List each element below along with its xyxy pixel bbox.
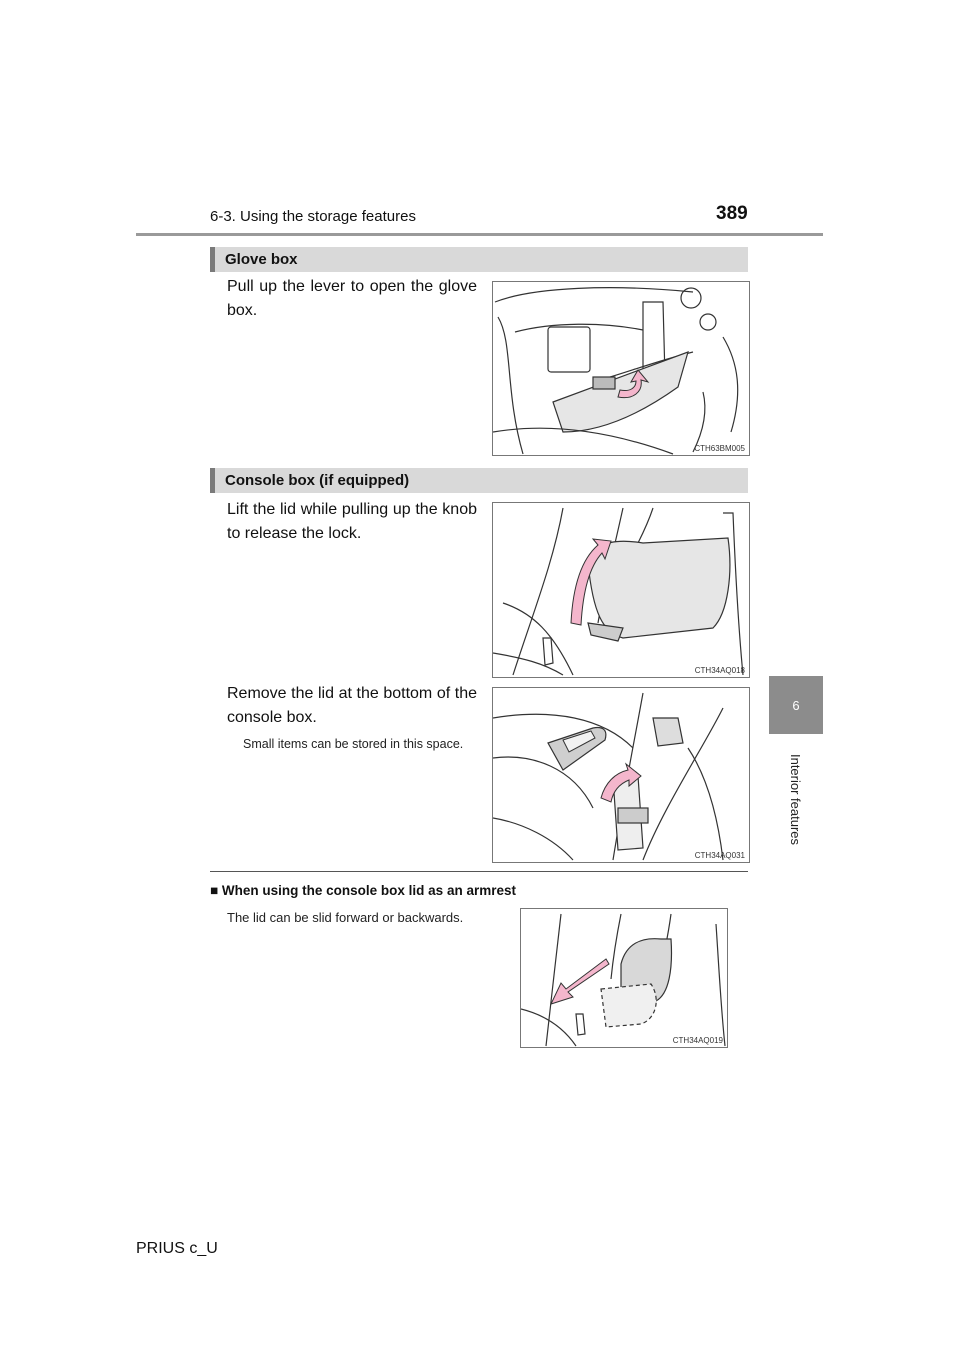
page-header — [0, 203, 960, 233]
armrest-slide-illustration — [520, 908, 728, 1048]
glove-box-instruction: Pull up the lever to open the glove box. — [227, 278, 477, 319]
armrest-heading-text: When using the console box lid as an armrest — [221, 883, 516, 898]
page-number: 389 — [716, 203, 748, 224]
note-marker: ■ — [210, 883, 219, 898]
console-step2-note: Small items can be stored in this space. — [243, 737, 464, 751]
glove-box-title: Glove box — [225, 251, 298, 268]
console-remove-image-code: CTH34AQ031 — [694, 851, 745, 860]
glove-box-illustration — [492, 281, 750, 456]
console-remove-illustration — [492, 687, 750, 863]
glove-box-image-code: CTH63BM005 — [694, 444, 745, 453]
console-step1-text: Lift the lid while pulling up the knob to release the lock. — [227, 501, 477, 542]
console-step2-text: Remove the lid at the bottom of the console box. — [227, 685, 477, 726]
console-lift-illustration — [492, 502, 750, 678]
glove-box-heading — [210, 247, 748, 272]
chapter-tab[interactable] — [769, 676, 823, 734]
header-rule — [136, 233, 823, 236]
note-rule — [210, 871, 748, 872]
console-box-title: Console box (if equipped) — [225, 472, 410, 489]
armrest-note-heading — [210, 883, 516, 898]
section-title: 6-3. Using the storage features — [210, 208, 416, 225]
console-lift-image-code: CTH34AQ018 — [694, 666, 745, 675]
chapter-number: 6 — [792, 697, 800, 713]
chapter-label: Interior features — [788, 753, 804, 845]
footer-model: PRIUS c_U — [136, 1240, 218, 1257]
armrest-image-code: CTH34AQ019 — [672, 1036, 723, 1045]
armrest-note-text: The lid can be slid forward or backwards. — [227, 910, 464, 925]
console-box-heading — [210, 468, 748, 493]
